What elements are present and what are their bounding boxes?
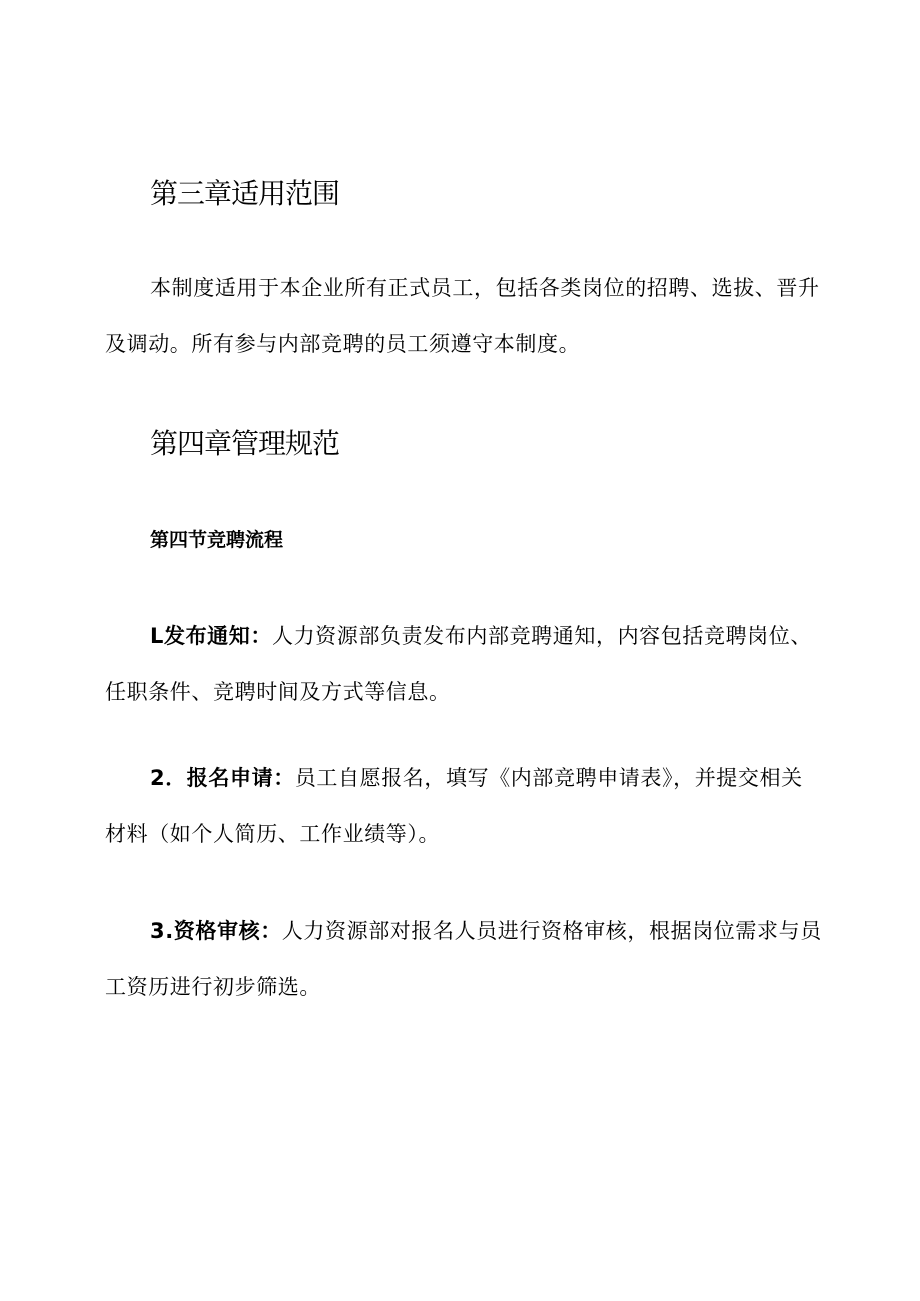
step-2-paragraph bbox=[105, 750, 823, 862]
step-2-lead: 2．报名申请： bbox=[150, 766, 295, 790]
step-1-lead: L发布通知： bbox=[150, 624, 272, 648]
section-heading: 第四节竞聘流程 bbox=[150, 529, 284, 551]
step-1-text: 人力资源部负责发布内部竞聘通知，内容包括竞聘岗位、任职条件、竞聘时间及方式等信息。 bbox=[105, 624, 812, 704]
step-3-text: 人力资源部对报名人员进行资格审核，根据岗位需求与员工资历进行初步筛选。 bbox=[105, 919, 822, 999]
step-3-lead: 3.资格审核： bbox=[150, 919, 282, 943]
chapter-3-paragraph: 本制度适用于本企业所有正式员工，包括各类岗位的招聘、选拔、晋升及调动。所有参与内部竞聘的员工须遵守本制度。 bbox=[105, 276, 820, 356]
step-2-text: 员工自愿报名，填写《内部竞聘申请表》，并提交相关材料（如个人简历、工作业绩等）。 bbox=[105, 766, 803, 846]
step-1-paragraph bbox=[105, 608, 823, 720]
chapter-4-heading: 第四章管理规范 bbox=[150, 427, 340, 460]
chapter-3-heading: 第三章适用范围 bbox=[150, 177, 340, 210]
step-3-paragraph bbox=[105, 903, 823, 1015]
